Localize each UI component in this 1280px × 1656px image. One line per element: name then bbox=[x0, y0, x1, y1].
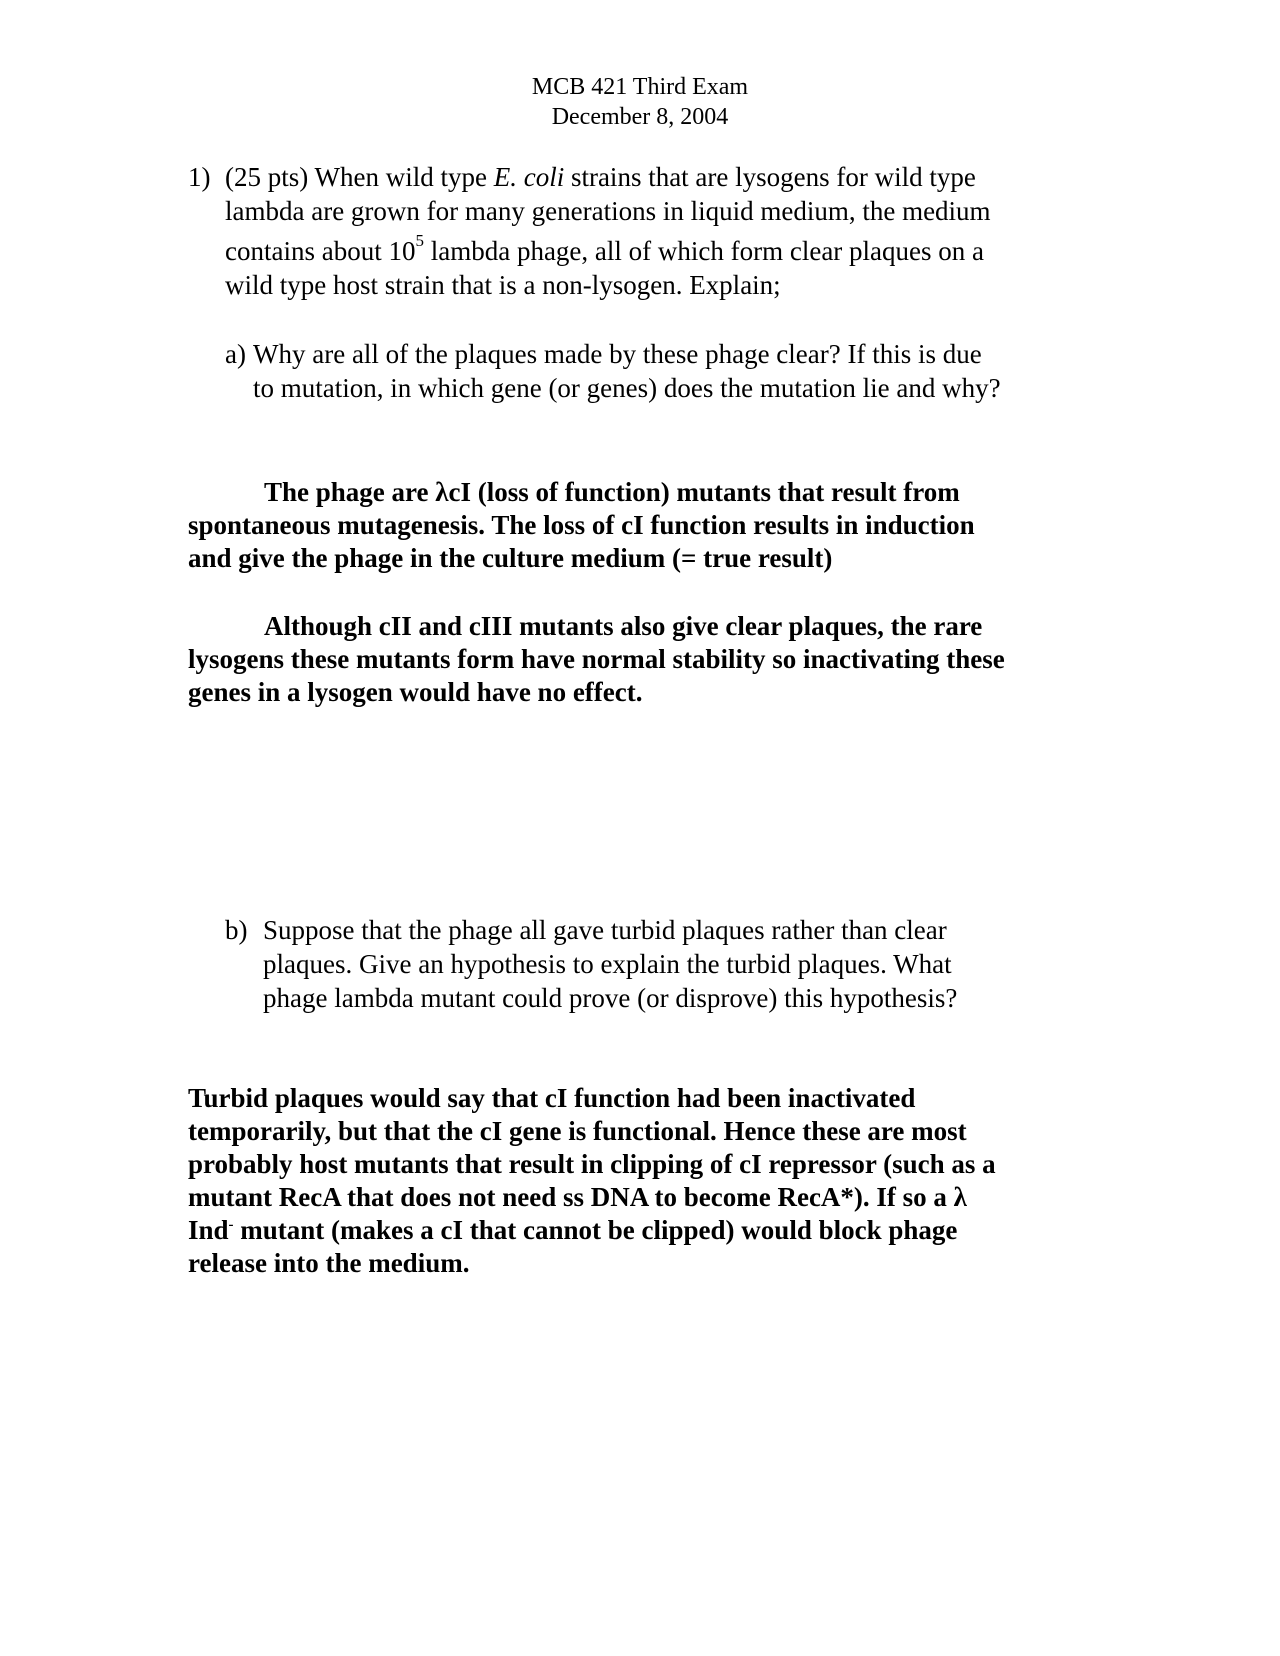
question-1-text bbox=[225, 160, 1088, 302]
answer-1b-line-5 bbox=[188, 1214, 1088, 1247]
question-1-line-4: wild type host strain that is a non-lysogen. Explain; bbox=[225, 270, 781, 300]
answer-1a-p1-line-3: and give the phage in the culture medium (= true result) bbox=[188, 543, 833, 573]
answer-1b-line-2: temporarily, but that the cI gene is functional. Hence these are most bbox=[188, 1116, 967, 1146]
answer-1b bbox=[188, 1082, 1088, 1280]
answer-1b-line-4: mutant RecA that does not need ss DNA to become RecA*). If so a λ bbox=[188, 1182, 967, 1212]
answer-1a-p1-line-1-text: The phage are λcI (loss of function) mutants that result from bbox=[264, 477, 960, 507]
question-1a bbox=[225, 337, 1105, 405]
exam-header bbox=[0, 72, 1280, 132]
question-1b-line-2: plaques. Give an hypothesis to explain the turbid plaques. What bbox=[263, 949, 952, 979]
superscript-minus: - bbox=[228, 1217, 234, 1233]
answer-1b-line-6: release into the medium. bbox=[188, 1248, 470, 1278]
question-1a-line-2: to mutation, in which gene (or genes) does the mutation lie and why? bbox=[253, 373, 1001, 403]
answer-1a-p1-line-2: spontaneous mutagenesis. The loss of cI function results in induction bbox=[188, 510, 975, 540]
question-1b bbox=[225, 913, 1065, 1015]
question-1b-line-1: Suppose that the phage all gave turbid plaques rather than clear bbox=[263, 915, 947, 945]
question-1a-text bbox=[253, 337, 1105, 405]
answer-1a-paragraph-2 bbox=[188, 610, 1088, 709]
question-1-line-3 bbox=[225, 231, 1088, 268]
question-1a-line-1: Why are all of the plaques made by these phage clear? If this is due bbox=[253, 339, 982, 369]
exponent: 5 bbox=[415, 231, 424, 250]
answer-1a-p2-line-3: genes in a lysogen would have no effect. bbox=[188, 677, 643, 707]
question-1-number: 1) bbox=[188, 162, 211, 192]
question-1-line-1 bbox=[225, 160, 1088, 194]
answer-1b-line-3: probably host mutants that result in clipping of cI repressor (such as a bbox=[188, 1149, 996, 1179]
question-1-line-1-pre: (25 pts) When wild type bbox=[225, 162, 494, 192]
question-1-line-3-post: lambda phage, all of which form clear plaques on a bbox=[423, 236, 985, 266]
question-1-line-3-pre: contains about 10 bbox=[225, 236, 416, 266]
answer-1a-paragraph-1 bbox=[188, 476, 1088, 575]
exam-date: December 8, 2004 bbox=[551, 104, 729, 130]
exam-title: MCB 421 Third Exam bbox=[531, 74, 749, 100]
question-1a-label: a) bbox=[225, 339, 246, 369]
answer-1a-p2-line-1-text: Although cII and cIII mutants also give clear plaques, the rare bbox=[264, 611, 983, 641]
answer-1b-line-1: Turbid plaques would say that cI function had been inactivated bbox=[188, 1083, 916, 1113]
question-1b-line-3: phage lambda mutant could prove (or disprove) this hypothesis? bbox=[263, 983, 958, 1013]
answer-1a-p2-line-1 bbox=[188, 610, 1088, 643]
question-1-line-1-post: strains that are lysogens for wild type bbox=[564, 162, 976, 192]
question-1b-text bbox=[263, 913, 1065, 1015]
answer-1b-line-5-pre: Ind bbox=[188, 1215, 229, 1245]
answer-1b-line-5-post: mutant (makes a cI that cannot be clipped) would block phage bbox=[233, 1215, 958, 1245]
answer-1a-p2-line-2: lysogens these mutants form have normal stability so inactivating these bbox=[188, 644, 1005, 674]
question-1-line-2: lambda are grown for many generations in liquid medium, the medium bbox=[225, 196, 991, 226]
question-1 bbox=[188, 160, 1088, 302]
question-1b-label: b) bbox=[225, 915, 248, 945]
species-name: E. coli bbox=[493, 162, 565, 192]
answer-1a-p1-line-1 bbox=[188, 476, 1088, 509]
